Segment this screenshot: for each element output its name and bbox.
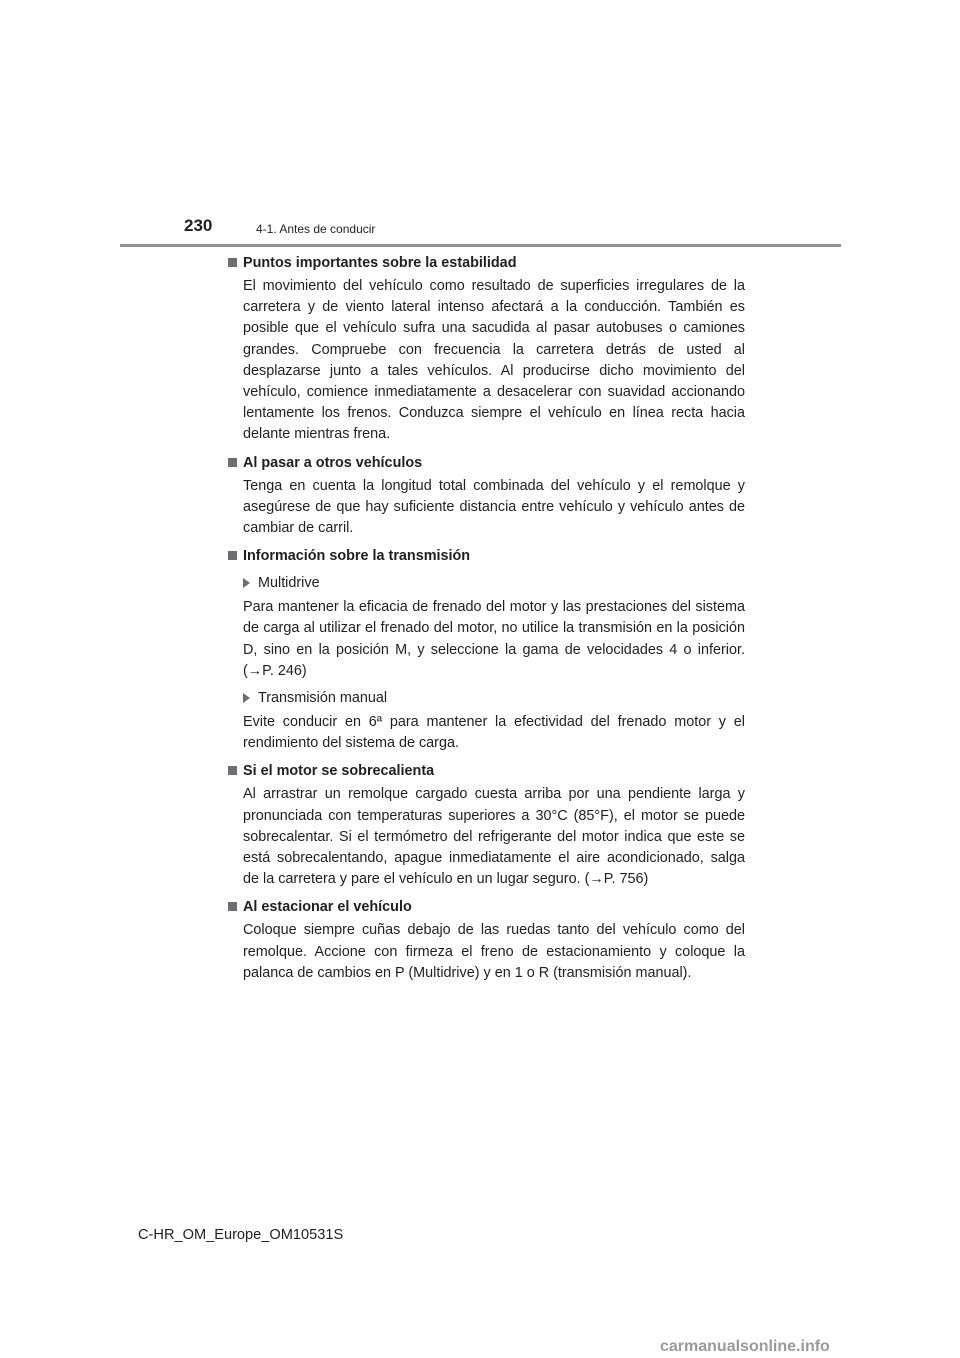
section-paragraph: Al arrastrar un remolque cargado cuesta arriba por una pendiente larga y pronunciada con temperaturas superiores a 30°C (85°F), el motor se puede sobrecalentar. Si el termómetro del refrigerante del motor indica que este se está sobrecalentando, apague inmediatamente el aire acondicionado, salga de la carretera y pare el vehículo en un lugar seguro. (→P. 756)	[243, 786, 745, 888]
square-bullet-icon	[228, 258, 237, 267]
triangle-bullet-icon	[243, 578, 250, 588]
section-heading: Al estacionar el vehículo	[226, 896, 745, 918]
page-content	[226, 252, 745, 990]
section-paragraph: Coloque siempre cuñas debajo de las ruedas tanto del vehículo como del remolque. Accione con firmeza el freno de estacionamiento y coloque la palanca de cambios en P (Multidrive) y en 1 o R (transmisión manual).	[243, 922, 745, 981]
square-bullet-icon	[228, 766, 237, 775]
section-overheating	[226, 760, 745, 890]
section-heading: Al pasar a otros vehículos	[226, 452, 745, 474]
section-label: 4-1. Antes de conducir	[256, 222, 376, 236]
section-passing	[226, 452, 745, 540]
triangle-bullet-icon	[243, 693, 250, 703]
section-paragraph: El movimiento del vehículo como resultado de superficies irregulares de la carretera y de viento lateral intenso afectará a la conducción. También es posible que el vehículo sufra una sacudida al pasar autobuses o camiones grandes. Compruebe con frecuencia la carretera detrás de usted al desplazarse junto a tales vehículos. Al producirse dicho movimiento del vehículo, comience inmediatamente a desacelerar con suavidad accionando lentamente los frenos. Conduzca siempre el vehículo en línea recta hacia delante mientras frena.	[243, 278, 745, 443]
subitem-paragraph: Evite conducir en 6ª para mantener la efectividad del frenado motor y el rendimiento del sistema de carga.	[243, 714, 745, 752]
section-parking	[226, 896, 745, 984]
document-code: C-HR_OM_Europe_OM10531S	[138, 1227, 344, 1243]
section-heading: Si el motor se sobrecalienta	[226, 760, 745, 782]
header-divider	[120, 244, 841, 247]
square-bullet-icon	[228, 551, 237, 560]
subitem-manual-transmission: Transmisión manual	[226, 686, 745, 710]
section-paragraph: Tenga en cuenta la longitud total combinada del vehículo y el remolque y asegúrese de que hay suficiente distancia entre vehículo y vehículo antes de cambiar de carril.	[243, 477, 745, 537]
section-heading: Puntos importantes sobre la estabilidad	[226, 252, 745, 274]
page-number: 230	[184, 216, 213, 235]
section-heading: Información sobre la transmisión	[226, 545, 745, 567]
section-stability	[226, 252, 745, 446]
square-bullet-icon	[228, 902, 237, 911]
watermark: carmanualsonline.info	[660, 1338, 830, 1355]
square-bullet-icon	[228, 458, 237, 467]
subitem-multidrive: Multidrive	[226, 571, 745, 595]
section-transmission	[226, 545, 745, 754]
subitem-paragraph: Para mantener la eficacia de frenado del motor y las prestaciones del sistema de carga al utilizar el frenado del motor, no utilice la transmisión en la posición D, sino en la posición M, y seleccione la gama de velocidades 4 o inferior. (→P. 246)	[243, 599, 745, 679]
